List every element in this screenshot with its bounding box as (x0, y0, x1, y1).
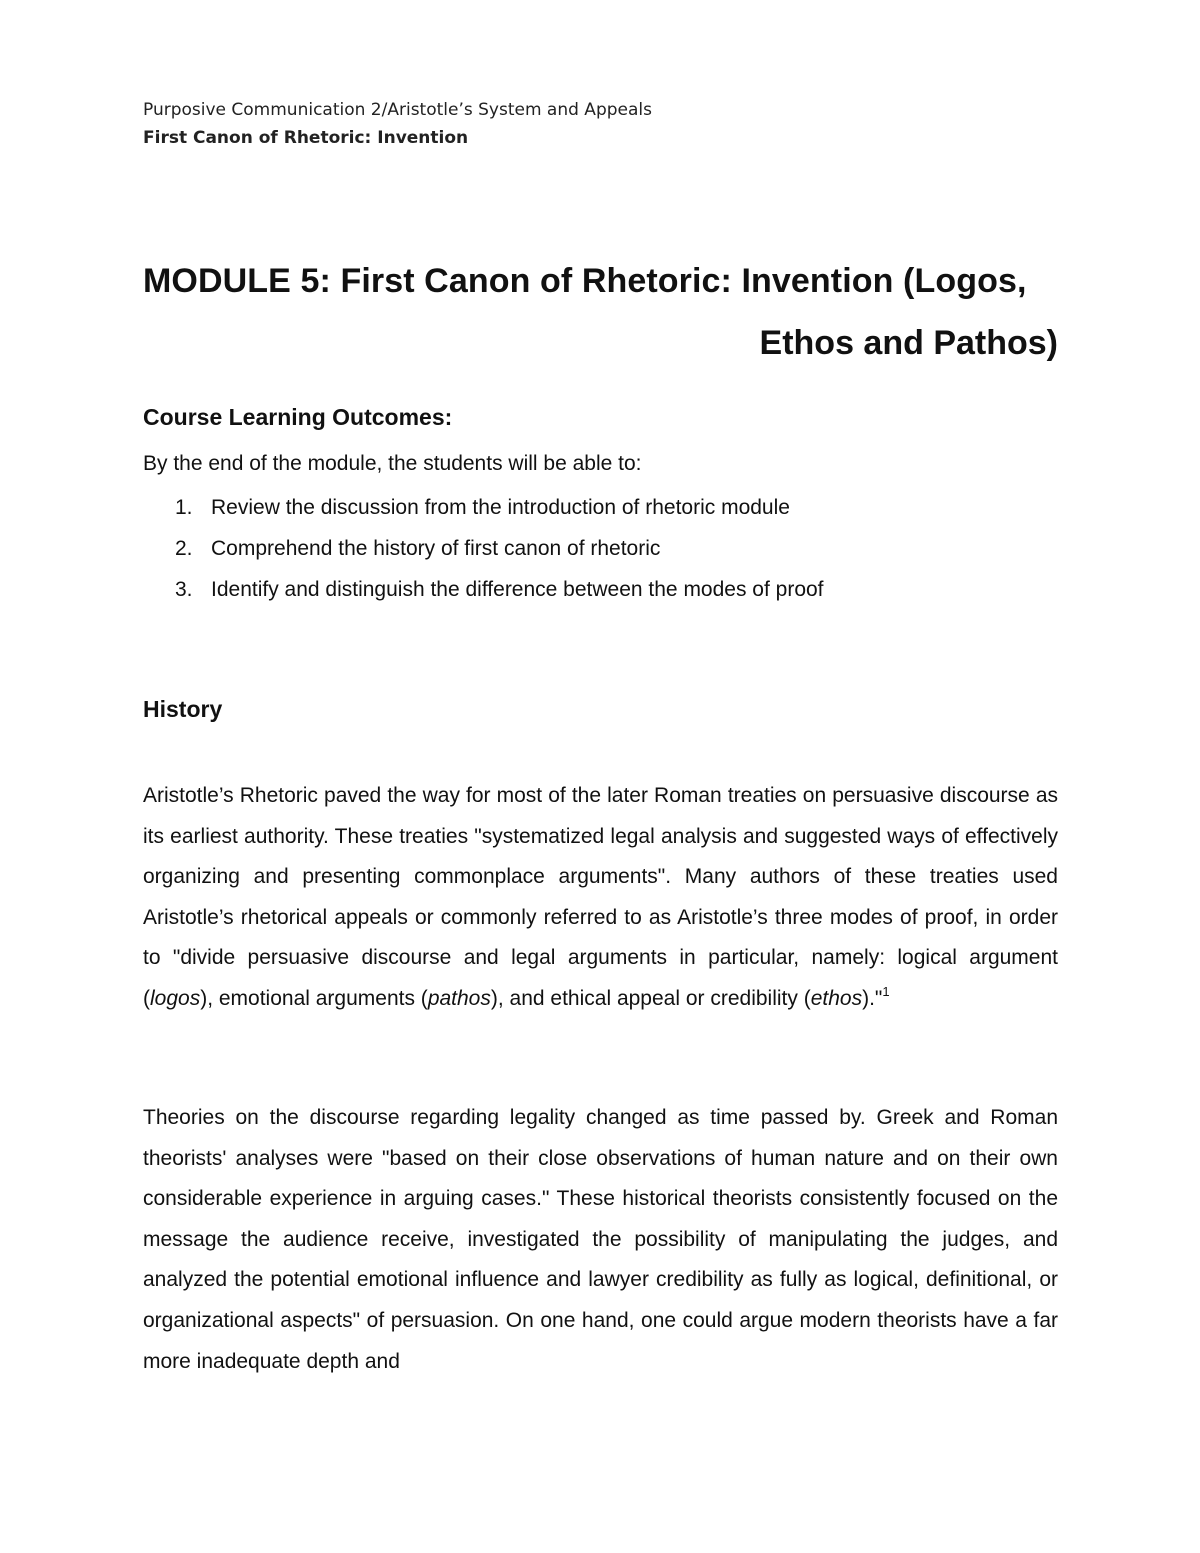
module-title-line-1: MODULE 5: First Canon of Rhetoric: Invention (Logos, (143, 262, 1027, 300)
footnote-reference[interactable]: 1 (882, 983, 890, 999)
module-title-line-2: Ethos and Pathos) (759, 324, 1058, 362)
learning-outcomes-intro: By the end of the module, the students will be able to: (143, 452, 642, 475)
history-heading: History (143, 696, 223, 722)
list-item-text: Identify and distinguish the difference between the modes of proof (211, 578, 824, 601)
list-item-number: 2. (175, 537, 193, 560)
list-item-text: Review the discussion from the introduction of rhetoric module (211, 496, 790, 519)
paragraph-text: Aristotle’s Rhetoric paved the way for most of the later Roman treaties on persuasive discourse as its earliest authority. These treaties "systematized legal analysis and suggested ways of effectively organizing and presenting commonplace arguments". Many authors of these treaties used Aristotle’s rhetorical appeals or commonly referred to as Aristotle’s three modes of proof, in order to "divide persuasive discourse and legal arguments in particular, namely: logical argument ( (143, 784, 1058, 1010)
list-item-number: 3. (175, 578, 193, 601)
history-paragraph-1 (143, 776, 1058, 1020)
list-item-number: 1. (175, 496, 193, 519)
header-course-line: Purposive Communication 2/Aristotle’s System and Appeals (143, 100, 652, 120)
paragraph-text: ), and ethical appeal or credibility ( (490, 986, 811, 1010)
running-header (143, 96, 652, 152)
term-ethos: ethos (810, 986, 863, 1010)
learning-outcomes-list (143, 487, 824, 610)
header-topic-line: First Canon of Rhetoric: Invention (143, 128, 469, 148)
list-item (143, 569, 824, 610)
term-pathos: pathos (427, 986, 491, 1010)
list-item (143, 487, 824, 528)
term-logos: logos (150, 986, 201, 1010)
paragraph-text: )." (862, 986, 883, 1010)
learning-outcomes-heading: Course Learning Outcomes: (143, 404, 453, 430)
module-title (143, 250, 1058, 374)
history-paragraph-2: Theories on the discourse regarding legality changed as time passed by. Greek and Roman theorists' analyses were "based on their close observations of human nature and on their own considerable experience in arguing cases." These historical theorists consistently focused on the message the audience receive, investigated the possibility of manipulating the judges, and analyzed the potential emotional influence and lawyer credibility as fully as logical, definitional, or organizational aspects" of persuasion. On one hand, one could argue modern theorists have a far more inadequate depth and (143, 1106, 1058, 1373)
list-item (143, 528, 824, 569)
list-item-text: Comprehend the history of first canon of rhetoric (211, 537, 661, 560)
paragraph-text: ), emotional arguments ( (200, 986, 428, 1010)
